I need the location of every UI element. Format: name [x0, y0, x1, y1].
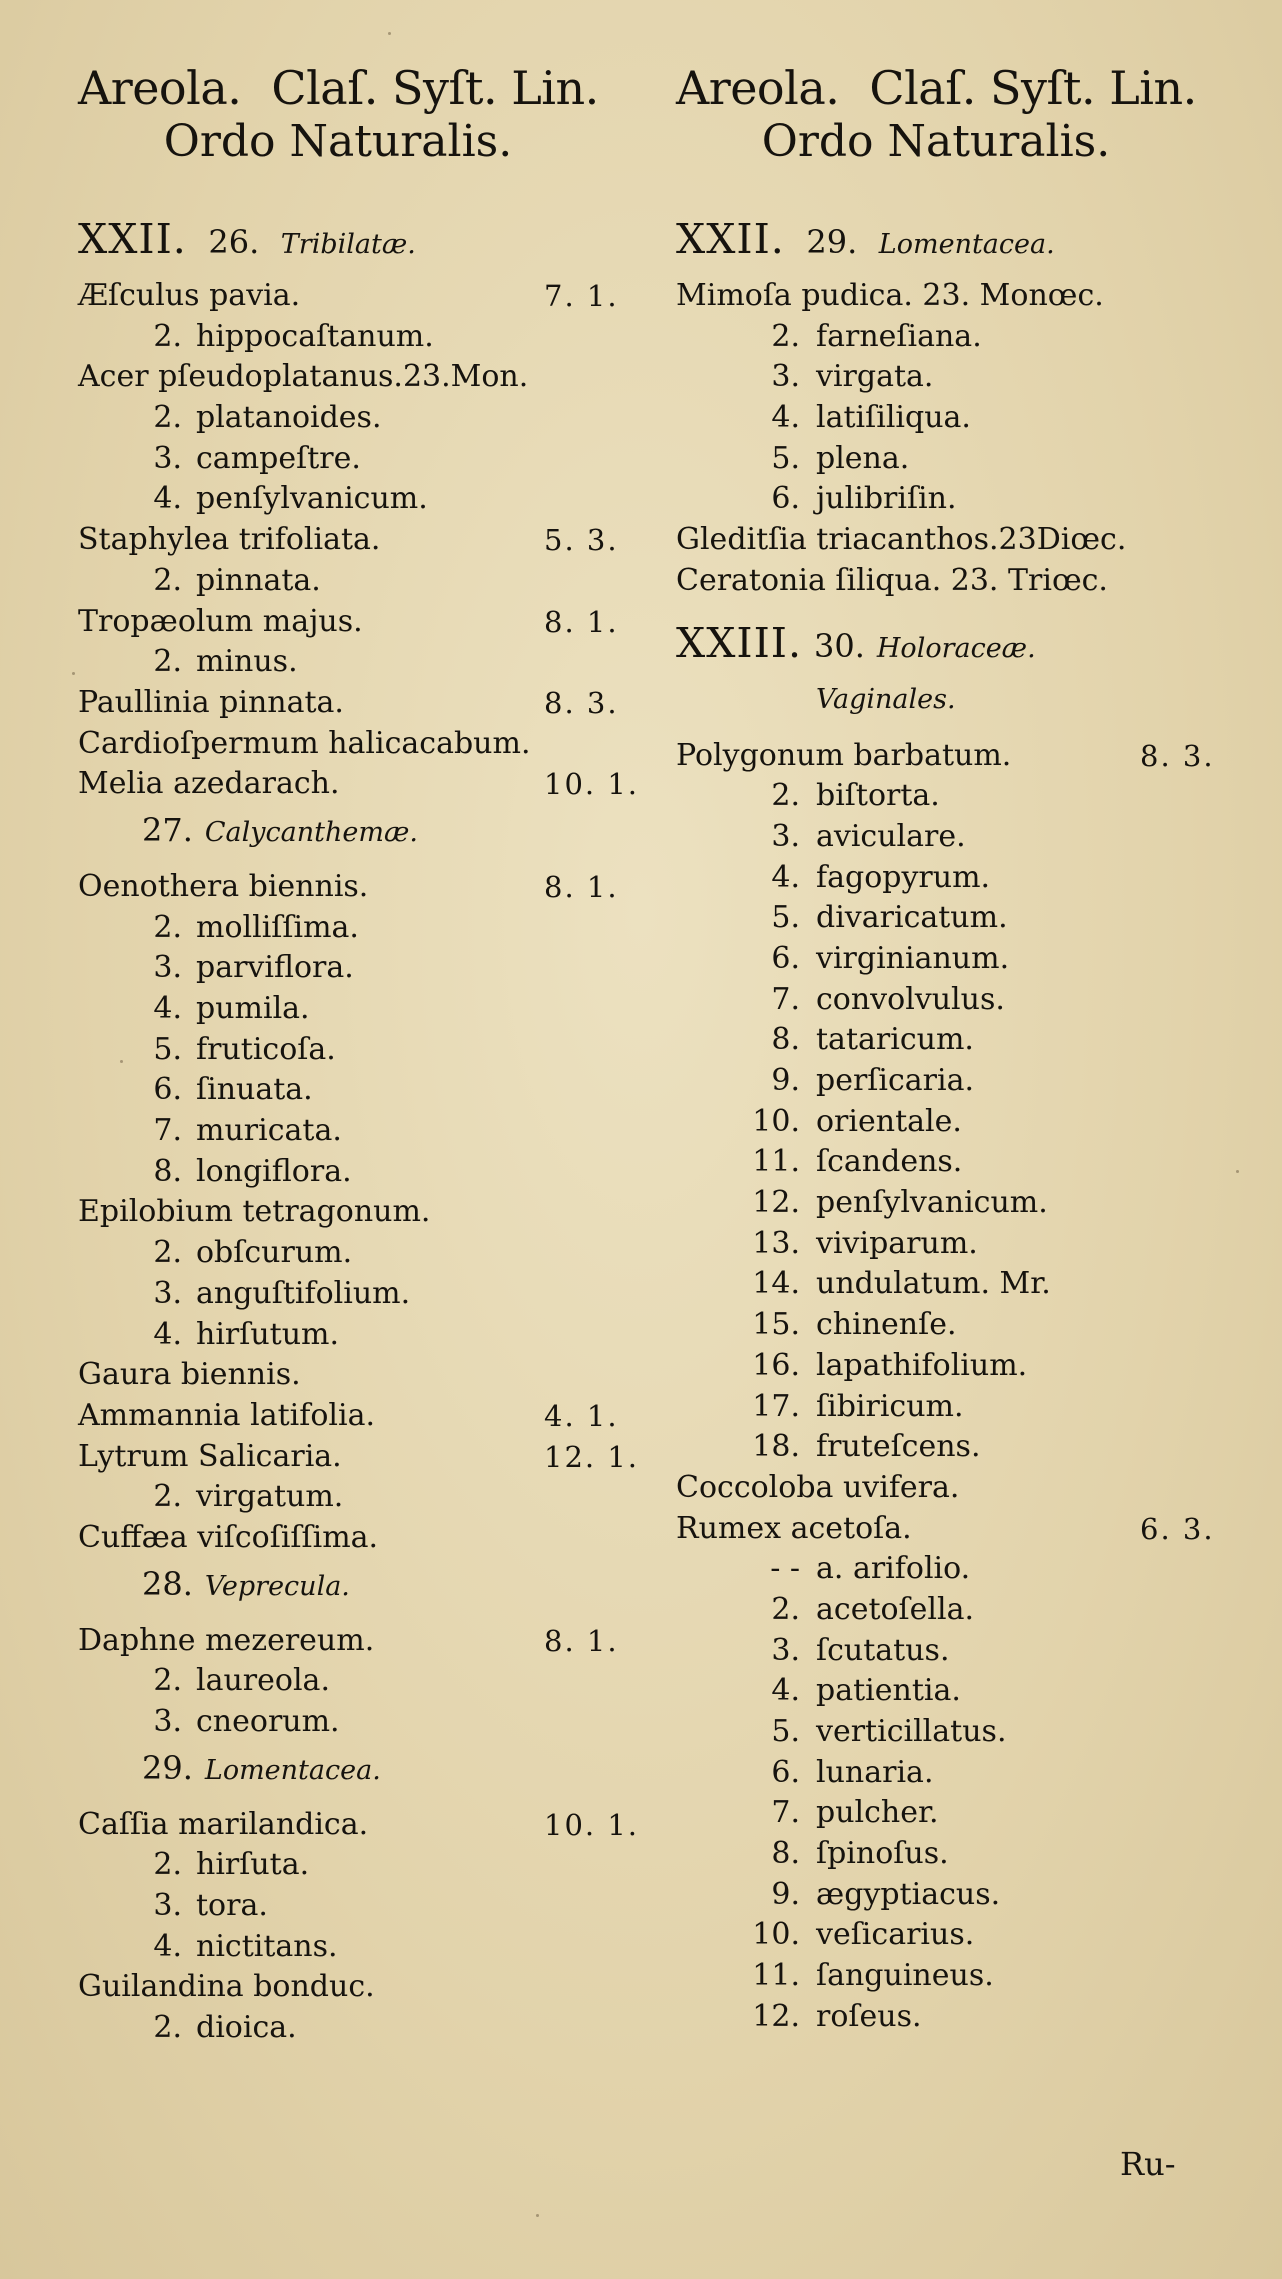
species-entry [676, 1997, 1236, 2038]
species-number: 16. [752, 1347, 800, 1383]
species-entry [78, 989, 638, 1030]
species-number: 11. [752, 1958, 800, 1994]
species-name: pulcher. [816, 1795, 939, 1831]
species-number: 2. [153, 644, 182, 680]
group-subname: Vaginales. [816, 683, 956, 715]
species-name: viviparum. [816, 1225, 978, 1261]
genus-name: Cuffæa viſcoſiſſima. [78, 1519, 379, 1555]
species-number: 2. [771, 1591, 800, 1627]
genus-entry [78, 1396, 638, 1437]
species-number: 2. [153, 2010, 182, 2046]
species-number: 3. [771, 1632, 800, 1668]
linnaean-class: 5. 3. [544, 523, 619, 558]
species-entry [676, 1712, 1236, 1753]
group-heading [78, 807, 638, 853]
species-number: 13. [752, 1225, 800, 1261]
right-header [676, 62, 1236, 114]
species-entry [78, 642, 638, 683]
species-number: 4. [153, 481, 182, 517]
genus-entry [676, 1468, 1236, 1509]
genus-entry [676, 1509, 1236, 1550]
genus-entry [78, 867, 638, 908]
species-entry [78, 1886, 638, 1927]
species-entry [676, 1061, 1236, 1102]
right-header-class: Claſ. Syſt. Lin. [869, 61, 1197, 115]
genus-entry [676, 276, 1236, 317]
species-name: lunaria. [816, 1754, 934, 1790]
species-entry [676, 398, 1236, 439]
species-number: 2. [153, 1479, 182, 1515]
species-number: 14. [752, 1266, 800, 1302]
group-name: Veprecula. [204, 1570, 350, 1602]
species-entry [676, 817, 1236, 858]
linnaean-class: 8. 1. [544, 1623, 619, 1658]
group-number: 27. [142, 810, 193, 849]
species-entry [78, 1233, 638, 1274]
species-number: 6. [771, 940, 800, 976]
species-number: - - [770, 1551, 800, 1587]
section-heading [676, 620, 1236, 666]
species-name: fruticoſa. [196, 1031, 336, 1067]
species-name: hippocaſtanum. [196, 318, 434, 354]
species-entry [78, 561, 638, 602]
species-entry [78, 1111, 638, 1152]
genus-entry [78, 1967, 638, 2008]
ink-speck [72, 672, 75, 675]
species-entry [676, 1387, 1236, 1428]
species-number: 4. [153, 991, 182, 1026]
species-number: 4. [771, 400, 800, 436]
group-name: Calycanthemæ. [204, 816, 418, 848]
species-name: parviflora. [196, 950, 354, 986]
species-name: nictitans. [196, 1928, 338, 1964]
species-name: virgatum. [196, 1479, 344, 1515]
species-number: 5. [771, 440, 800, 476]
species-name: muricata. [196, 1113, 342, 1149]
species-entry [78, 1030, 638, 1071]
genus-name: Mimoſa pudica. 23. Monœc. [676, 278, 1104, 313]
species-entry [676, 1427, 1236, 1468]
species-name: fruteſcens. [816, 1429, 981, 1465]
species-name: a. arifolio. [816, 1551, 971, 1587]
genus-name: Paullinia pinnata. [78, 684, 344, 720]
species-number: 8. [153, 1153, 182, 1189]
species-name: campeſtre. [196, 440, 361, 476]
genus-name: Ceratonia ſiliqua. 23. Triœc. [676, 562, 1108, 598]
species-number: 5. [153, 1031, 182, 1067]
right-section-name: Lomentacea. [878, 229, 1055, 260]
species-name: anguſtifolium. [196, 1275, 411, 1311]
genus-name: Daphne mezereum. [78, 1622, 375, 1658]
left-section-roman: XXII. [78, 215, 187, 263]
species-entry [676, 1305, 1236, 1346]
species-name: acetoſella. [816, 1591, 975, 1627]
group-number: 29. [142, 1748, 193, 1787]
species-number: 9. [771, 1063, 800, 1098]
species-number: 7. [771, 981, 800, 1017]
right-column [676, 62, 1236, 2038]
left-header [78, 62, 638, 114]
species-number: 2. [771, 778, 800, 814]
species-name: tora. [196, 1888, 268, 1924]
left-section-name: Tribilatæ. [280, 229, 416, 260]
species-entry [676, 858, 1236, 899]
genus-name: Polygonum barbatum. [676, 737, 1012, 773]
species-number: 8. [771, 1836, 800, 1872]
genus-name: Epilobium tetragonum. [78, 1194, 431, 1230]
ink-speck [1236, 1170, 1239, 1173]
species-name: veſicarius. [816, 1917, 975, 1953]
group-heading [78, 1561, 638, 1607]
genus-entry [78, 602, 638, 643]
species-entry [78, 479, 638, 520]
species-entry [676, 1183, 1236, 1224]
group-number: 30. [814, 626, 865, 665]
genus-entry [78, 1518, 638, 1559]
species-entry [78, 1927, 638, 1968]
species-name: ſibiricum. [816, 1388, 964, 1424]
group-name: Holoraceæ. [876, 632, 1036, 664]
species-entry [676, 1590, 1236, 1631]
right-header-ordo: Ordo Naturalis. [761, 116, 1111, 167]
species-number: 2. [153, 1235, 182, 1271]
linnaean-class: 10. 1. [544, 1807, 640, 1842]
left-header-areola: Areola. [78, 61, 242, 115]
species-name: penſylvanicum. [816, 1185, 1048, 1221]
genus-name: Gaura biennis. [78, 1357, 301, 1393]
species-number: 3. [153, 1704, 182, 1739]
linnaean-class: 8. 1. [544, 604, 619, 639]
genus-name: Ammannia latifolia. [78, 1397, 376, 1433]
species-entry [676, 1834, 1236, 1875]
genus-name: Gleditſia triacanthos.23Diœc. [676, 522, 1127, 558]
species-entry [676, 1956, 1236, 1997]
species-name: ſcutatus. [816, 1632, 950, 1668]
species-number: 17. [752, 1388, 800, 1424]
group-subheading [676, 680, 1236, 718]
species-number: 2. [153, 562, 182, 598]
species-number: 3. [153, 440, 182, 476]
species-name: tataricum. [816, 1022, 974, 1058]
linnaean-class: 6. 3. [1140, 1511, 1215, 1546]
linnaean-class: 7. 1. [544, 279, 619, 313]
species-entry [676, 1224, 1236, 1265]
left-column [78, 62, 638, 2049]
left-rows [78, 276, 638, 2049]
species-number: 2. [153, 400, 182, 436]
species-name: hirſuta. [196, 1847, 310, 1883]
species-number: 18. [752, 1429, 800, 1465]
ink-speck [536, 2214, 539, 2217]
right-section-num: 29. [806, 223, 858, 261]
linnaean-class: 10. 1. [544, 767, 640, 802]
species-entry [676, 1020, 1236, 1061]
genus-entry [78, 1805, 638, 1846]
linnaean-class: 8. 3. [1140, 738, 1215, 773]
genus-entry [78, 1355, 638, 1396]
species-entry [676, 1264, 1236, 1305]
species-name: obſcurum. [196, 1235, 353, 1271]
species-number: 10. [752, 1103, 800, 1139]
species-name: patientia. [816, 1673, 961, 1709]
species-entry [676, 439, 1236, 480]
genus-name: Oenothera biennis. [78, 868, 369, 904]
species-name: cneorum. [196, 1704, 340, 1739]
species-number: 3. [153, 950, 182, 986]
genus-name: Cardioſpermum halicacabum. [78, 725, 531, 761]
species-entry [78, 398, 638, 439]
species-number: 6. [771, 1754, 800, 1790]
species-number: 3. [771, 359, 800, 395]
genus-name: Rumex acetoſa. [676, 1510, 912, 1546]
right-rows [676, 276, 1236, 2038]
species-number: 11. [752, 1144, 800, 1180]
group-number: 28. [142, 1564, 193, 1603]
species-name: ſcandens. [816, 1144, 963, 1180]
species-number: 7. [153, 1113, 182, 1149]
species-number: 3. [153, 1275, 182, 1311]
species-entry [676, 1793, 1236, 1834]
species-name: roſeus. [816, 1998, 922, 2034]
species-entry [78, 2008, 638, 2049]
species-entry [676, 479, 1236, 520]
species-name: convolvulus. [816, 981, 1005, 1017]
species-number: 4. [771, 859, 800, 895]
species-name: julibriſin. [816, 481, 957, 517]
species-entry [676, 1102, 1236, 1143]
species-entry [78, 1845, 638, 1886]
species-entry [676, 776, 1236, 817]
species-name: verticillatus. [816, 1714, 1007, 1749]
species-entry [78, 1477, 638, 1518]
genus-name: Caſſia marilandica. [78, 1806, 369, 1842]
species-number: 7. [771, 1795, 800, 1831]
group-heading [78, 1745, 638, 1791]
species-name: plena. [816, 440, 910, 476]
left-header-class: Claſ. Syſt. Lin. [271, 61, 599, 115]
species-number: 15. [752, 1307, 800, 1343]
species-entry [78, 948, 638, 989]
species-entry [676, 1549, 1236, 1590]
species-number: 4. [771, 1673, 800, 1709]
species-name: farneſiana. [816, 318, 982, 354]
right-section-heading [676, 216, 1236, 262]
left-section-num: 26. [208, 223, 260, 261]
species-entry [676, 898, 1236, 939]
species-entry [676, 1915, 1236, 1956]
species-name: chinenſe. [816, 1307, 957, 1343]
genus-entry [78, 520, 638, 561]
species-entry [676, 980, 1236, 1021]
genus-name: Acer pſeudoplatanus.23.Mon. [78, 359, 529, 395]
right-section-roman: XXII. [676, 215, 785, 263]
genus-entry [676, 736, 1236, 777]
species-name: laureola. [196, 1663, 330, 1699]
species-name: ægyptiacus. [816, 1876, 1001, 1912]
species-number: 4. [153, 1316, 182, 1352]
species-number: 2. [153, 909, 182, 945]
species-entry [78, 1152, 638, 1193]
species-name: minus. [196, 644, 298, 680]
right-header-areola: Areola. [676, 61, 840, 115]
species-number: 12. [752, 1998, 800, 2034]
species-name: longiflora. [196, 1153, 352, 1189]
species-number: 4. [153, 1928, 182, 1964]
linnaean-class: 8. 1. [544, 869, 619, 904]
species-entry [78, 1274, 638, 1315]
species-name: pinnata. [196, 562, 321, 598]
species-entry [676, 1875, 1236, 1916]
species-number: 2. [153, 318, 182, 354]
species-name: orientale. [816, 1103, 962, 1139]
genus-entry [676, 561, 1236, 602]
genus-name: Æſculus pavia. [78, 278, 301, 313]
species-number: 2. [153, 1663, 182, 1699]
species-number: 3. [153, 1888, 182, 1924]
species-name: perſicaria. [816, 1063, 975, 1098]
species-name: fagopyrum. [816, 859, 991, 895]
species-number: 5. [771, 900, 800, 936]
species-name: divaricatum. [816, 900, 1008, 936]
species-number: 5. [771, 1714, 800, 1749]
species-name: latiſiliqua. [816, 400, 971, 436]
linnaean-class: 4. 1. [544, 1398, 619, 1433]
genus-name: Lytrum Salicaria. [78, 1438, 342, 1474]
species-number: 6. [771, 481, 800, 517]
genus-entry [78, 276, 638, 317]
species-number: 3. [771, 818, 800, 854]
species-name: platanoides. [196, 400, 382, 436]
species-number: 2. [153, 1847, 182, 1883]
species-number: 9. [771, 1876, 800, 1912]
species-entry [78, 908, 638, 949]
genus-name: Tropæolum majus. [78, 603, 363, 639]
species-entry [78, 1315, 638, 1356]
species-number: 10. [752, 1917, 800, 1953]
linnaean-class: 12. 1. [544, 1439, 640, 1474]
species-entry [676, 1631, 1236, 1672]
species-number: 2. [771, 318, 800, 354]
species-name: ſanguineus. [816, 1958, 994, 1994]
catchword: Ru- [1120, 2145, 1176, 2183]
species-name: ſpinoſus. [816, 1836, 949, 1872]
genus-entry [78, 764, 638, 805]
species-name: penſylvanicum. [196, 481, 428, 517]
group-name: Lomentacea. [204, 1754, 381, 1786]
species-entry [676, 317, 1236, 358]
left-section-heading [78, 216, 638, 262]
genus-entry [78, 357, 638, 398]
genus-entry [78, 1437, 638, 1478]
genus-entry [676, 520, 1236, 561]
species-entry [78, 1702, 638, 1743]
left-header-ordo: Ordo Naturalis. [163, 116, 513, 167]
genus-name: Melia azedarach. [78, 766, 340, 802]
genus-name: Staphylea trifoliata. [78, 522, 381, 558]
ink-speck [388, 32, 391, 35]
ink-speck [120, 1060, 123, 1063]
linnaean-class: 8. 3. [544, 685, 619, 720]
section-roman: XXIII. [676, 618, 802, 667]
species-name: virginianum. [816, 940, 1010, 976]
species-entry [78, 1661, 638, 1702]
genus-name: Guilandina bonduc. [78, 1969, 375, 2005]
genus-entry [78, 683, 638, 724]
species-entry [676, 939, 1236, 980]
species-name: aviculare. [816, 818, 966, 854]
species-name: virgata. [816, 359, 934, 395]
species-number: 6. [153, 1072, 182, 1108]
species-number: 12. [752, 1185, 800, 1221]
species-name: molliſſima. [196, 909, 359, 945]
species-entry [78, 1070, 638, 1111]
genus-name: Coccoloba uvifera. [676, 1469, 960, 1505]
species-name: hirſutum. [196, 1316, 340, 1352]
species-number: 8. [771, 1022, 800, 1058]
species-entry [676, 1671, 1236, 1712]
species-entry [78, 317, 638, 358]
species-name: pumila. [196, 991, 310, 1026]
species-name: undulatum. Mr. [816, 1266, 1051, 1302]
genus-entry [78, 1621, 638, 1662]
genus-entry [78, 724, 638, 765]
species-entry [78, 439, 638, 480]
species-name: dioica. [196, 2010, 297, 2046]
species-name: lapathifolium. [816, 1347, 1028, 1383]
species-name: biſtorta. [816, 778, 940, 814]
species-entry [676, 357, 1236, 398]
species-name: ſinuata. [196, 1072, 313, 1108]
species-entry [676, 1753, 1236, 1794]
species-entry [676, 1142, 1236, 1183]
genus-entry [78, 1192, 638, 1233]
species-entry [676, 1346, 1236, 1387]
